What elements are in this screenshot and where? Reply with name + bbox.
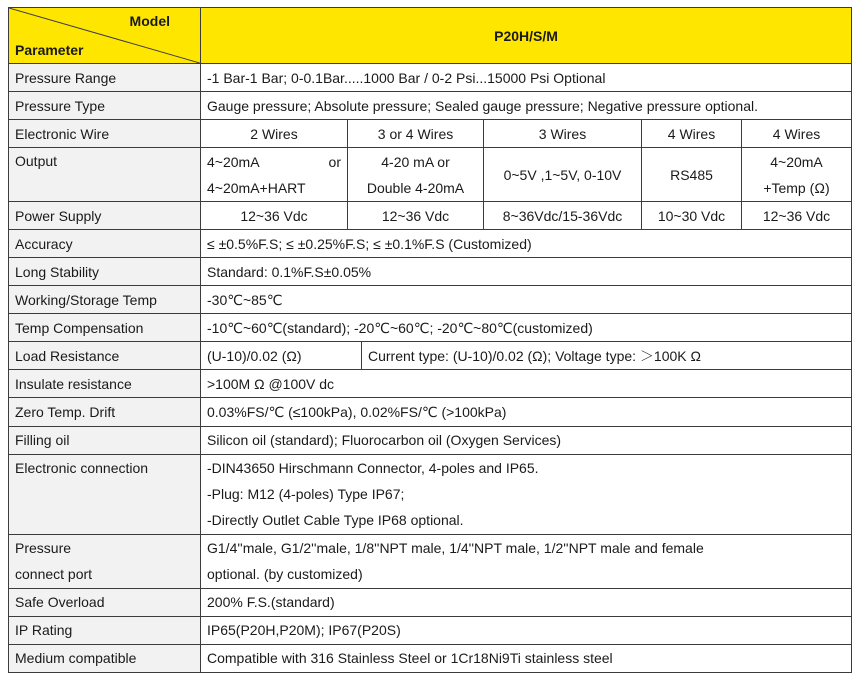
row-label: Filling oil [9, 426, 201, 454]
row-label: IP Rating [9, 616, 201, 644]
row-label: Zero Temp. Drift [9, 398, 201, 426]
row-label: Insulate resistance [9, 370, 201, 398]
power-cell: 8~36Vdc/15-36Vdc [484, 202, 642, 230]
output-line: 4~20mA [770, 153, 823, 170]
table-row [9, 286, 852, 314]
table-row [9, 370, 852, 398]
label-line: Pressure [15, 540, 72, 557]
output-line [207, 149, 341, 175]
spec-table [8, 7, 852, 673]
model-value: P20H/S/M [201, 8, 852, 64]
row-label: Pressure Range [9, 64, 201, 92]
label-line: connect port [15, 566, 93, 583]
table-row [9, 588, 852, 616]
wire-cell: 2 Wires [201, 120, 348, 148]
row-value: Silicon oil (standard); Fluorocarbon oil (Oxygen Services) [201, 426, 852, 454]
output-line: 4~20mA+HART [207, 179, 306, 196]
power-cell: 12~36 Vdc [742, 202, 852, 230]
table-row [9, 426, 852, 454]
output-cell [742, 148, 852, 202]
row-label: Safe Overload [9, 588, 201, 616]
output-line: Double 4-20mA [366, 179, 465, 196]
connection-line: -Plug: M12 (4-poles) Type IP67; [207, 486, 405, 503]
wire-cell: 4 Wires [742, 120, 852, 148]
table-row [9, 202, 852, 230]
row-label: Electronic Wire [9, 120, 201, 148]
table-row [9, 92, 852, 120]
row-value: Current type: (U-10)/0.02 (Ω); Voltage type: ＞100K Ω [362, 342, 852, 370]
row-label: Accuracy [9, 230, 201, 258]
table-row [9, 616, 852, 644]
output-line: +Temp (Ω) [763, 179, 830, 196]
row-label: Working/Storage Temp [9, 286, 201, 314]
row-label: Medium compatible [9, 644, 201, 672]
connection-line: -Directly Outlet Cable Type IP68 optional. [207, 512, 464, 529]
row-label: Power Supply [9, 202, 201, 230]
row-value [201, 454, 852, 534]
wire-cell: 3 Wires [484, 120, 642, 148]
header-corner-cell [9, 8, 201, 64]
row-value [201, 534, 852, 588]
output-text: 4~20mA [207, 153, 260, 170]
output-cell [201, 148, 348, 202]
row-value: -10℃~60℃(standard); -20℃~60℃; -20℃~80℃(customized) [201, 314, 852, 342]
row-value: Compatible with 316 Stainless Steel or 1Cr18Ni9Ti stainless steel [201, 644, 852, 672]
row-value: IP65(P20H,P20M); IP67(P20S) [201, 616, 852, 644]
row-label: Temp Compensation [9, 314, 201, 342]
output-cell: 0~5V ,1~5V, 0-10V [484, 148, 642, 202]
table-row [9, 258, 852, 286]
table-row [9, 398, 852, 426]
row-value: -1 Bar-1 Bar; 0-0.1Bar.....1000 Bar / 0-2 Psi...15000 Psi Optional [201, 64, 852, 92]
row-value: (U-10)/0.02 (Ω) [201, 342, 362, 370]
row-label: Pressure Type [9, 92, 201, 120]
row-value: >100M Ω @100V dc [201, 370, 852, 398]
row-value: Standard: 0.1%F.S±0.05% [201, 258, 852, 286]
parameter-label: Parameter [15, 42, 84, 59]
output-cell [348, 148, 484, 202]
row-value: 200% F.S.(standard) [201, 588, 852, 616]
table-row [9, 454, 852, 534]
row-label: Load Resistance [9, 342, 201, 370]
power-cell: 10~30 Vdc [642, 202, 742, 230]
table-row [9, 148, 852, 202]
table-row [9, 342, 852, 370]
output-line: 4-20 mA or [381, 153, 450, 170]
row-value: -30℃~85℃ [201, 286, 852, 314]
row-value: Gauge pressure; Absolute pressure; Sealed gauge pressure; Negative pressure optional. [201, 92, 852, 120]
model-label: Model [129, 13, 170, 29]
port-line: optional. (by customized) [207, 566, 363, 583]
table-row [9, 230, 852, 258]
table-row [9, 314, 852, 342]
row-label: Long Stability [9, 258, 201, 286]
table-row [9, 644, 852, 672]
row-label: Electronic connection [9, 454, 201, 534]
output-text: or [328, 153, 341, 170]
row-value: ≤ ±0.5%F.S; ≤ ±0.25%F.S; ≤ ±0.1%F.S (Customized) [201, 230, 852, 258]
wire-cell: 4 Wires [642, 120, 742, 148]
table-row [9, 534, 852, 588]
power-cell: 12~36 Vdc [201, 202, 348, 230]
connection-line: -DIN43650 Hirschmann Connector, 4-poles and IP65. [207, 460, 539, 477]
row-label: Output [9, 148, 201, 202]
output-cell: RS485 [642, 148, 742, 202]
row-label [9, 534, 201, 588]
table-row [9, 64, 852, 92]
power-cell: 12~36 Vdc [348, 202, 484, 230]
table-row [9, 120, 852, 148]
row-value: 0.03%FS/℃ (≤100kPa), 0.02%FS/℃ (>100kPa) [201, 398, 852, 426]
wire-cell: 3 or 4 Wires [348, 120, 484, 148]
port-line: G1/4''male, G1/2''male, 1/8''NPT male, 1/4''NPT male, 1/2''NPT male and female [207, 540, 704, 557]
header-row [9, 8, 852, 64]
